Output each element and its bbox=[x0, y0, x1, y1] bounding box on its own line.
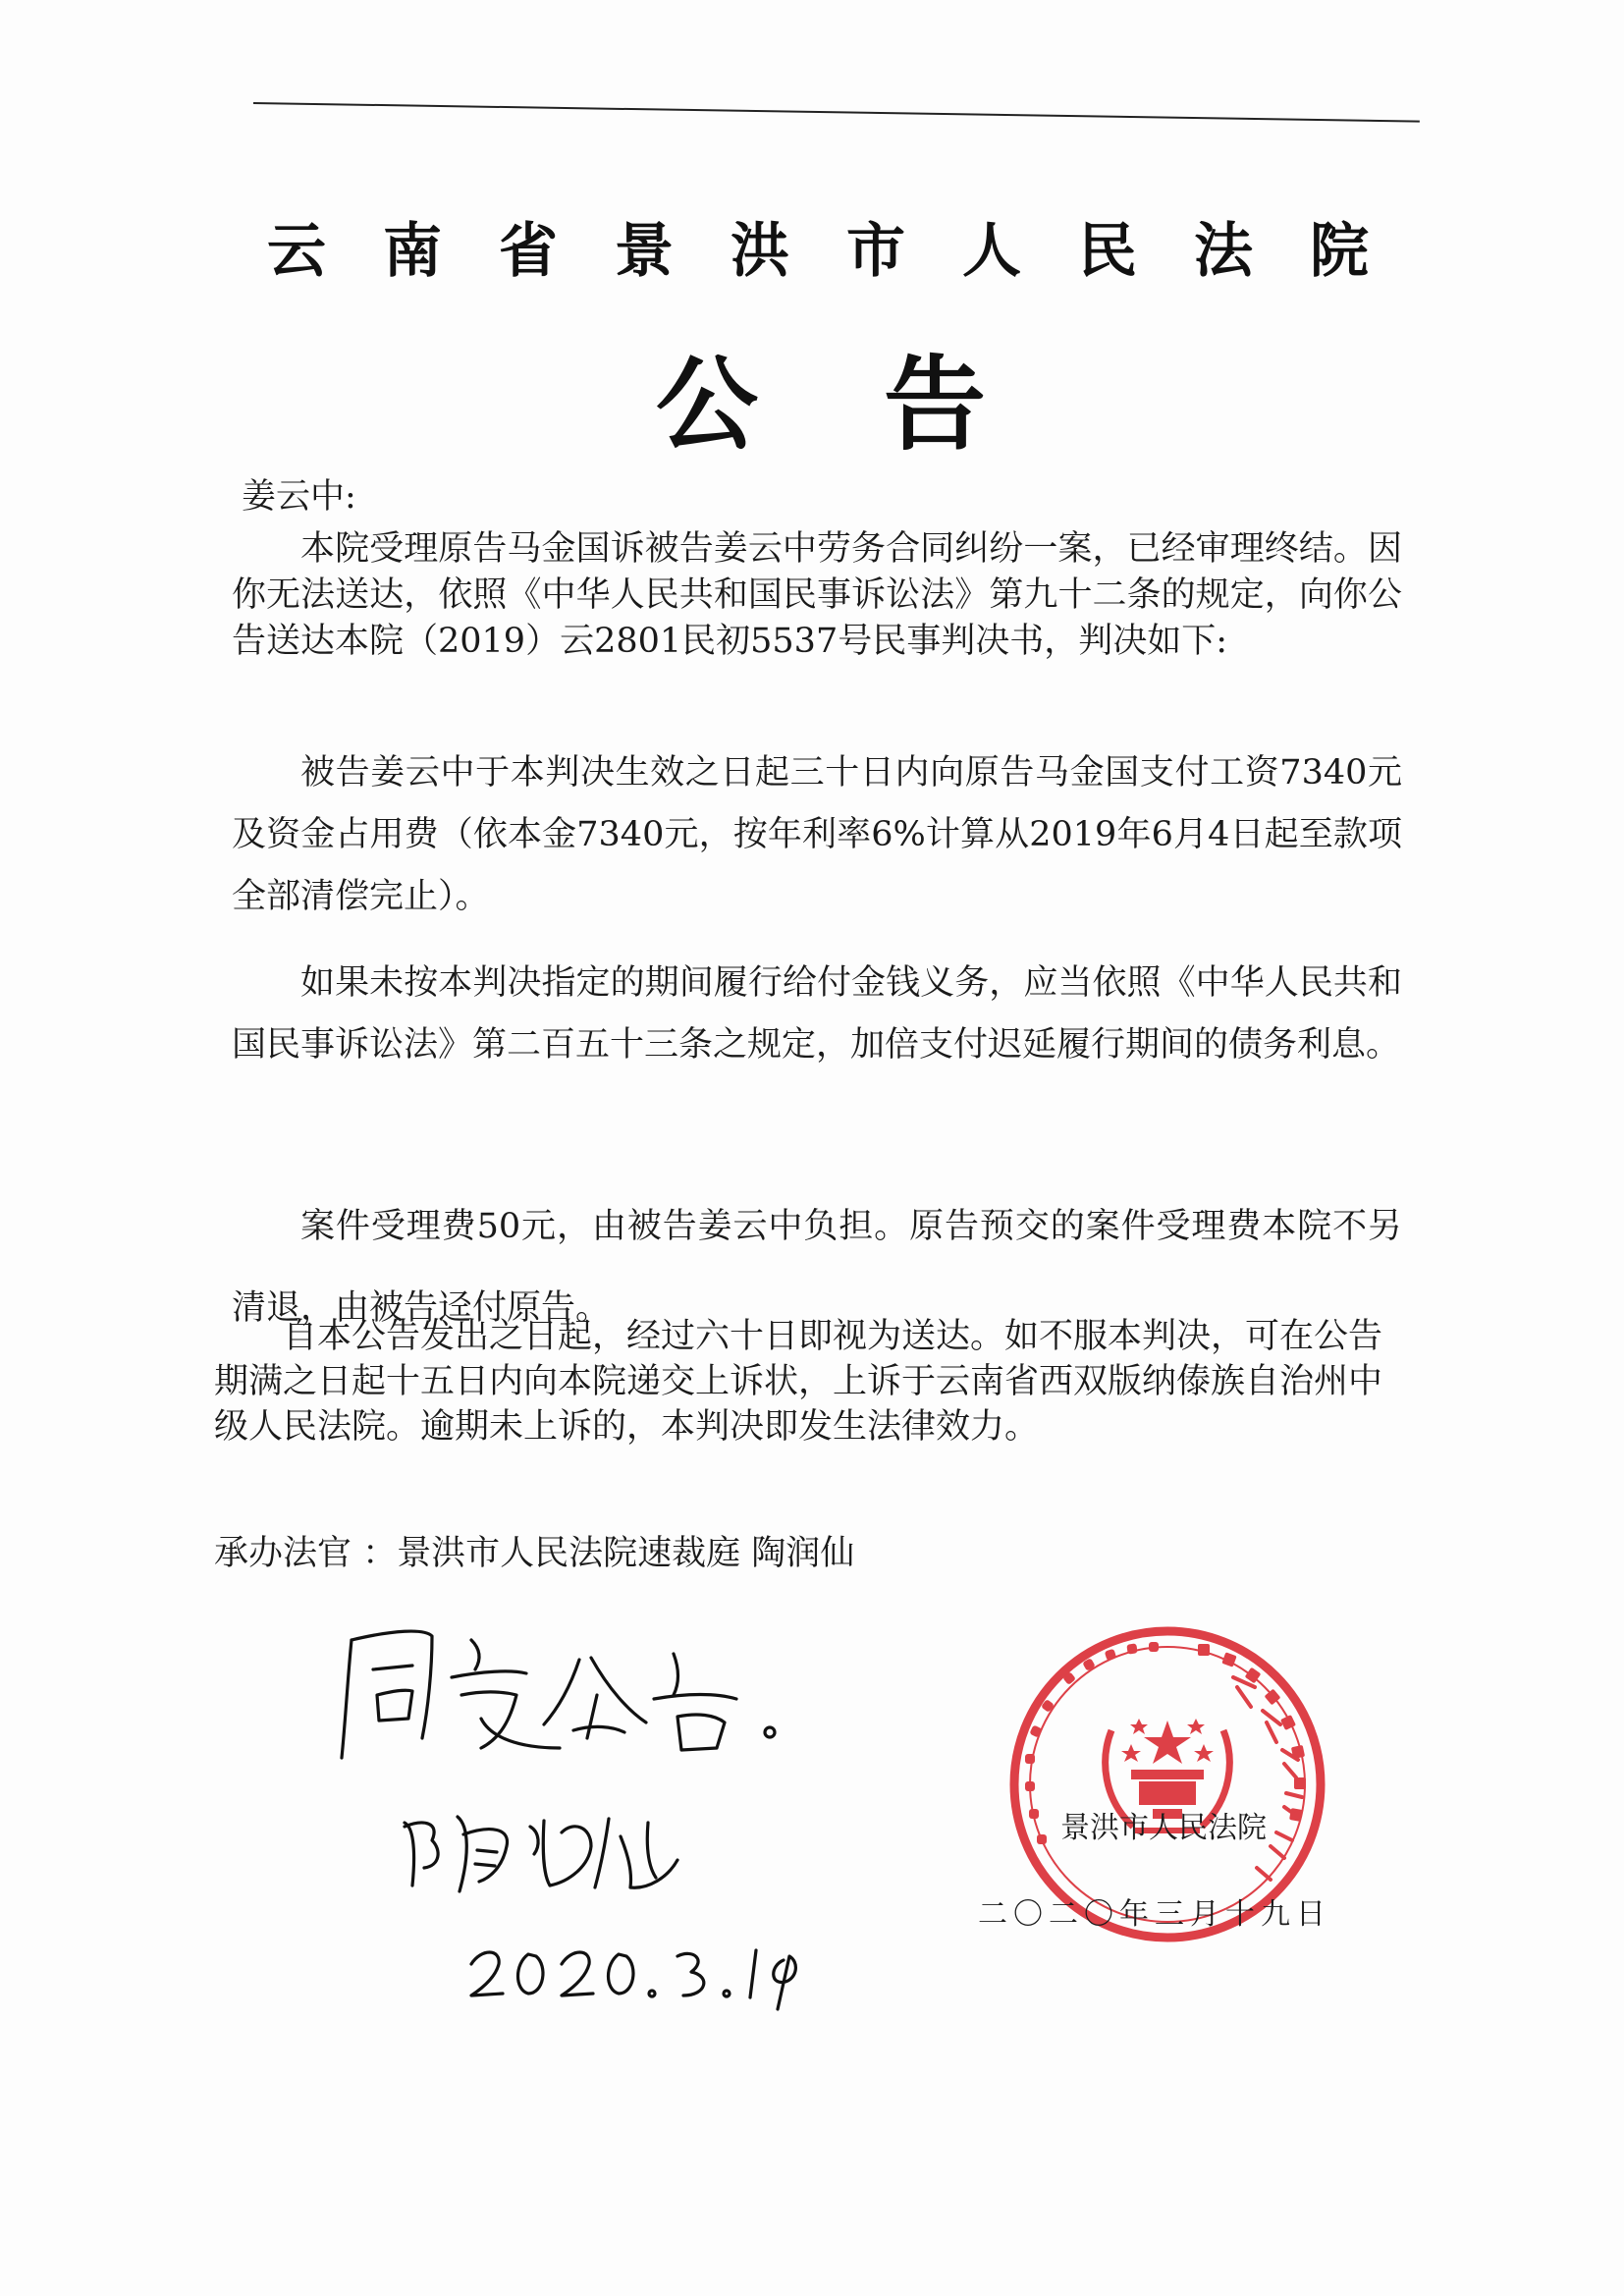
handwritten-signature-block bbox=[334, 1601, 844, 2013]
judge-line: 承办法官 ：景洪市人民法院速裁庭 陶润仙 bbox=[214, 1534, 855, 1573]
addressee: 姜云中: bbox=[242, 477, 356, 517]
paragraph-service: 自本公告发出之日起，经过六十日即视为送达。如不服本判决，可在公告期满之日起十五日内向本院递交上诉状，上诉于云南省西双版纳傣族自治州中级人民法院。逾期未上诉的，本判决即发生法律效力。 bbox=[214, 1317, 1383, 1447]
issue-date: 二〇二〇年三月十九日 bbox=[978, 1897, 1331, 1932]
paragraph-interest: 如果未按本判决指定的期间履行给付金钱义务，应当依照《中华人民共和国民事诉讼法》第二百五十三条之规定，加倍支付迟延履行期间的债务利息。 bbox=[232, 963, 1402, 1065]
issuing-court-name: 景洪市人民法院 bbox=[1060, 1811, 1267, 1845]
paragraph-fees: 案件受理费50元，由被告姜云中负担。原告预交的案件受理费本院不另清退，由被告迳付原告。 bbox=[232, 1207, 1402, 1328]
top-divider bbox=[253, 102, 1420, 123]
notice-title: 公告 bbox=[656, 345, 1112, 465]
paragraph-judgment: 被告姜云中于本判决生效之日起三十日内向原告马金国支付工资7340元及资金占用费（依本金7340元，按年利率6%计算从2019年6月4日起至款项全部清偿完止）。 bbox=[232, 753, 1402, 916]
court-name-heading: 云南省景洪市人民法院 bbox=[267, 217, 1426, 286]
paragraph-intro: 本院受理原告马金国诉被告姜云中劳务合同纠纷一案，已经审理终结。因你无法送达，依照《中华人民共和国民事诉讼法》第九十二条的规定，向你公告送达本院（2019）云2801民初5537号民事判决书，判决如下: bbox=[232, 529, 1402, 661]
